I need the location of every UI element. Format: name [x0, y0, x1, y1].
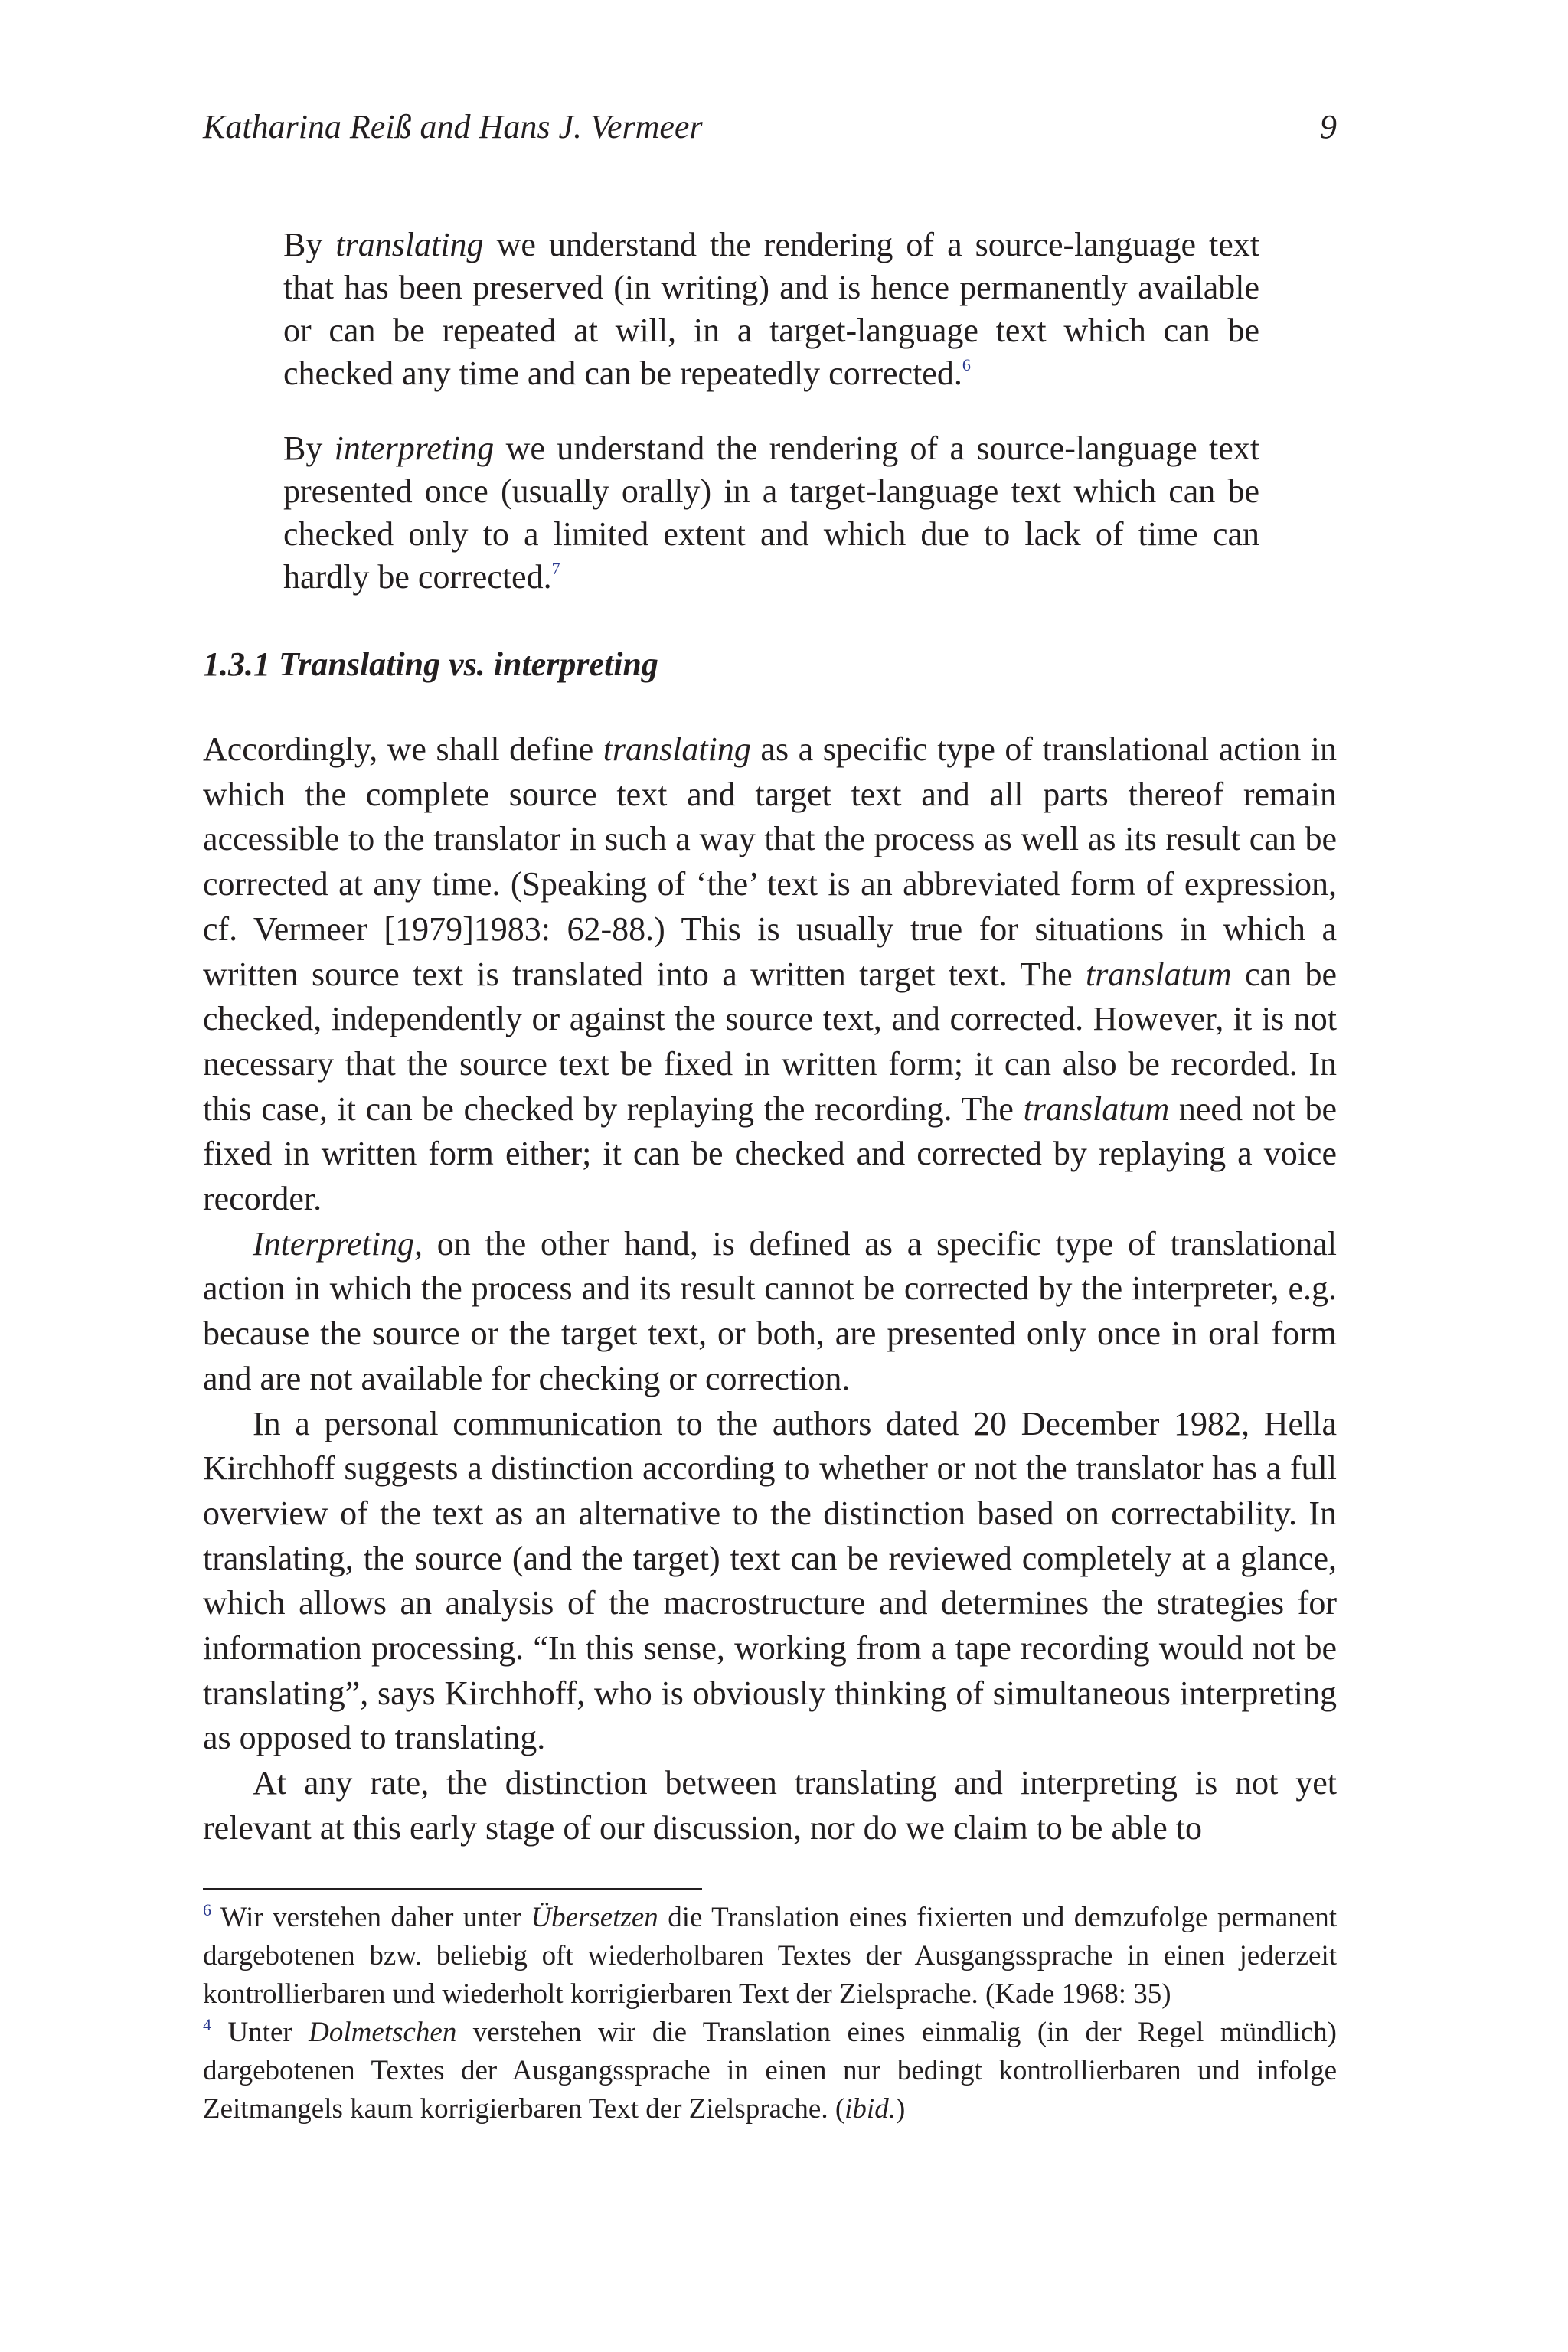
emphasis: translatum	[1086, 955, 1232, 993]
text-run: as a specific type of translational action in which the complete source text and target text and all parts thereof remain accessible to the translator in such a way that the process as well as its result can be corrected at any time. (Speaking of ‘the’ text is an abbreviated form of expression, cf. Vermeer [1979]1983: 62-88.) This is usually true for situations in which a written source text is translated into a written target text. The	[203, 730, 1337, 993]
paragraph-1	[203, 727, 1337, 1222]
footnote-6	[203, 1899, 1337, 2014]
emphasis: ibid.	[844, 2093, 896, 2125]
text-run: Unter	[211, 2017, 309, 2048]
quote-text: By	[283, 430, 335, 467]
text-run: Accordingly, we shall define	[203, 730, 603, 768]
running-head-author: Katharina Reiß and Hans J. Vermeer	[203, 108, 703, 145]
text-run: die Translation eines fixierten und demzufolge permanent dargebotenen bzw. beliebig oft wiederholbaren Textes der Ausgangssprache in einen jederzeit kontrollierbaren und wiederholt korrigierbaren Text der Zielsprache. (Kade 1968: 35)	[203, 1902, 1337, 2010]
paragraph-3	[203, 1402, 1337, 1762]
footnotes	[203, 1899, 1337, 2128]
definition-translating	[283, 224, 1259, 395]
text-run: can be checked, independently or against the source text, and corrected. However, it is not necessary that the source text be fixed in written form; it can also be recorded. In this case, it can be checked by replaying the recording. The	[203, 955, 1337, 1128]
footnote-divider	[203, 1888, 702, 1890]
definition-interpreting	[283, 427, 1259, 599]
text-run: Wir verstehen daher unter	[211, 1902, 531, 1933]
quote-term: translating	[335, 226, 484, 263]
emphasis: translating	[603, 730, 751, 768]
paragraph-2	[203, 1222, 1337, 1402]
emphasis: Übersetzen	[531, 1902, 658, 1933]
paragraph-4	[203, 1761, 1337, 1851]
text-run: )	[895, 2093, 906, 2125]
text-run: In a personal communication to the authors dated 20 December 1982, Hella Kirchhoff suggests a distinction according to whether or not the translator has a full overview of the text as an alternative to the distinction based on correctability. In translating, the source (and the target) text can be reviewed completely at a glance, which allows an analysis of the macrostructure and determines the strategies for information processing. “In this sense, working from a tape recording would not be translating”, says Kirchhoff, who is obviously thinking of simultaneous interpreting as opposed to translating.	[203, 1404, 1337, 1757]
quote-text: By	[283, 226, 336, 263]
footnote-7	[203, 2014, 1337, 2128]
footnote-number: 6	[203, 1900, 211, 1919]
emphasis: translatum	[1023, 1089, 1170, 1128]
text-run: need not be fixed in written form either; it can be checked and corrected by replaying a voice recorder.	[203, 1089, 1337, 1218]
emphasis: Interpreting	[253, 1224, 414, 1263]
footnote-number: 4	[203, 2015, 211, 2034]
running-head	[203, 107, 1337, 153]
quote-text: we understand the rendering of a source-language text that has been preserved (in writing) and is hence permanently available or can be repeated at will, in a target-language text which can be checked any time and can be repeatedly corrected.	[283, 226, 1259, 392]
body-text	[203, 727, 1337, 1851]
quote-text: we understand the rendering of a source-language text presented once (usually orally) in a target-language text which can be checked only to a limited extent and which due to lack of time can hardly be corrected.	[283, 430, 1259, 596]
page-number: 9	[1320, 108, 1337, 145]
quote-term: interpreting	[334, 430, 495, 467]
footnote-ref-7[interactable]: 7	[551, 559, 560, 578]
text-run: verstehen wir die Translation eines einmalig (in der Regel mündlich) dargebotenen Textes der Ausgangssprache in einen nur bedingt kontrollierbaren und infolge Zeitmangels kaum korrigierbaren Text der Zielsprache. (	[203, 2017, 1337, 2125]
text-run: , on the other hand, is defined as a specific type of translational action in which the process and its result cannot be corrected by the interpreter, e.g. because the source or the target text, or both, are presented only once in oral form and are not available for checking or correction.	[203, 1224, 1337, 1397]
emphasis: Dolmetschen	[309, 2017, 457, 2048]
section-heading: 1.3.1 Translating vs. interpreting	[203, 645, 658, 683]
footnote-ref-6[interactable]: 6	[962, 355, 971, 374]
text-run: At any rate, the distinction between translating and interpreting is not yet relevant at this early stage of our discussion, nor do we claim to be able to	[203, 1764, 1337, 1847]
